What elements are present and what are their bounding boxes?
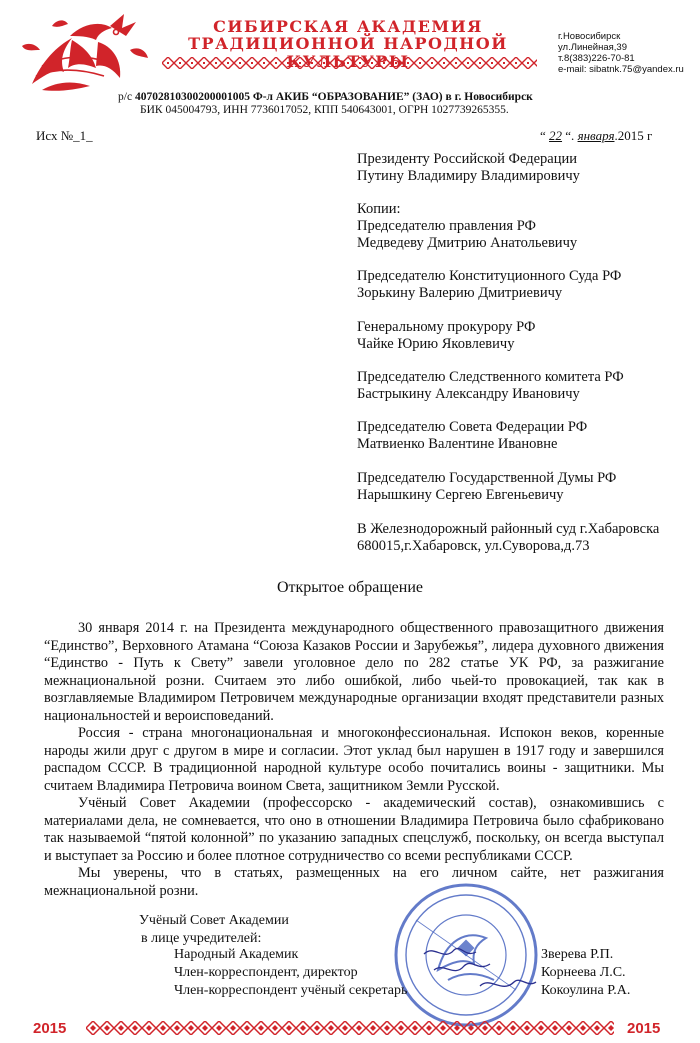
paragraph: Россия - страна многонациональная и многоконфессиональная. Испокон веков, коренные народы жили друг с другом в мире и согласии. Этот уклад был нарушен в 1917 году и завершился распадом СССР. В традиционной народной культуре особо почитались воины - защитники. Мы считаем Владимира Петровича воином Света, защитником Земли Русской. <box>44 725 664 794</box>
bank-details <box>118 91 533 117</box>
contact-block <box>558 31 684 75</box>
contact-phone: т.8(383)226-70-81 <box>558 53 635 64</box>
org-title-line1: СИБИРСКАЯ АКАДЕМИЯ <box>213 17 483 36</box>
recipient-name: Зорькину Валерию Дмитриевичу <box>357 285 563 301</box>
recipient-name: Матвиенко Валентине Ивановне <box>357 436 558 452</box>
bank-name: Ф-л АКИБ “ОБРАЗОВАНИЕ” (ЗАО) в г. Новосибирск <box>249 91 533 103</box>
recipient-title: Генеральному прокурору РФ <box>357 319 536 335</box>
date-sep: “. <box>562 128 578 143</box>
paragraph: Мы уверены, что в статьях, размещенных на его личном сайте, нет разжигания межнациональной розни. <box>44 865 664 899</box>
recipient-title: В Железнодорожный районный суд г.Хабаровска <box>357 521 660 537</box>
contact-street: ул.Линейная,39 <box>558 42 627 53</box>
document-date <box>540 128 652 144</box>
recipient-state-duma <box>357 470 616 504</box>
bank-line-1 <box>118 91 533 104</box>
recipient-title: Председателю Следственного комитета РФ <box>357 369 624 385</box>
contact-email: e-mail: sibatnk.75@yandex.ru <box>558 64 684 75</box>
recipient-federation-council <box>357 419 587 453</box>
recipient-constitutional-court <box>357 268 621 302</box>
recipient-name: Путину Владимиру Владимировичу <box>357 168 580 184</box>
recipient-court-khabarovsk <box>357 521 659 555</box>
signature-intro <box>139 912 289 948</box>
footer-year-right: 2015 <box>627 1020 661 1037</box>
signer-role: Член-корреспондент, директор <box>174 965 358 980</box>
date-quote: “ <box>540 128 550 143</box>
signature-founders: в лице учредителей: <box>141 931 262 946</box>
recipient-pm <box>357 201 577 252</box>
ornament-band-bottom <box>86 1021 614 1035</box>
org-title-line2: ТРАДИЦИОННОЙ НАРОДНОЙ <box>188 34 508 53</box>
contact-city: г.Новосибирск <box>558 31 621 42</box>
signer-name: Зверева Р.П. <box>541 947 614 962</box>
recipient-name: Бастрыкину Александру Ивановичу <box>357 386 580 402</box>
paragraph: 30 января 2014 г. на Президента международного общественного правозащитного движения “Единство”, Верховного Атамана “Союза Казаков России и Зарубежья”, лидера духовного движения “Единство - Путь к Свету” завели уголовное дело по 282 статье УК РФ, за разжигание межнациональной розни. Считаем это либо ошибкой, либо чьей-то провокацией, так как в возглавляемые Владимиром Петровичем международные организации входят представители разных национальностей и вероисповеданий. <box>44 620 664 724</box>
date-day: 22 <box>549 128 563 143</box>
handwritten-signatures <box>420 942 540 1002</box>
date-month: января <box>577 128 615 143</box>
recipient-name: Чайке Юрию Яковлевичу <box>357 336 515 352</box>
recipient-title: Председателю Совета Федерации РФ <box>357 419 588 435</box>
signer-name: Корнеева Л.С. <box>541 965 626 980</box>
ornament-band-top <box>162 57 537 69</box>
bank-prefix: р/с <box>118 91 135 103</box>
recipient-name: Медведеву Дмитрию Анатольевичу <box>357 235 578 251</box>
paragraph: Учёный Совет Академии (профессорско - академический состав), ознакомившись с материалами дела, не сомневается, что оно в отношении Владимира Петровича было сфабриковано так называемой “пятой колонной” по указанию западных спецслужб, поскольку, он всегда выступал и выступает за Россию и более плотное сотрудничество со всеми республиками СССР. <box>44 795 664 864</box>
copies-label: Копии: <box>357 201 401 217</box>
date-year: .2015 г <box>614 128 653 143</box>
firebird-logo <box>12 6 162 96</box>
bank-line-2: БИК 045004793, ИНН 7736017052, КПП 540643001, ОГРН 1027739265355. <box>140 104 509 116</box>
recipient-title: Председателю Государственной Думы РФ <box>357 470 617 486</box>
recipient-president <box>357 151 580 185</box>
signature-council: Учёный Совет Академии <box>139 913 289 928</box>
recipient-title: Председателю Конституционного Суда РФ <box>357 268 622 284</box>
recipient-title: Председателю правления РФ <box>357 218 536 234</box>
recipient-address: 680015,г.Хабаровск, ул.Суворова,д.73 <box>357 538 590 554</box>
footer-year-left: 2015 <box>33 1020 67 1037</box>
letter-body <box>44 620 664 900</box>
document-title: Открытое обращение <box>276 579 424 596</box>
recipient-investigative-committee <box>357 369 624 403</box>
recipient-name: Нарышкину Сергею Евгеньевичу <box>357 487 564 503</box>
signer-role: Народный Академик <box>174 947 299 962</box>
signer-name: Кокоулина Р.А. <box>541 983 631 998</box>
recipient-prosecutor <box>357 319 535 353</box>
bank-account: 40702810300200001005 <box>134 91 250 103</box>
signature-names <box>541 946 630 1000</box>
outgoing-number: Исх №_1_ <box>36 128 93 143</box>
recipient-title: Президенту Российской Федерации <box>357 151 577 167</box>
signature-roles <box>174 946 407 1000</box>
signer-role: Член-корреспондент учёный секретарь <box>174 983 408 998</box>
